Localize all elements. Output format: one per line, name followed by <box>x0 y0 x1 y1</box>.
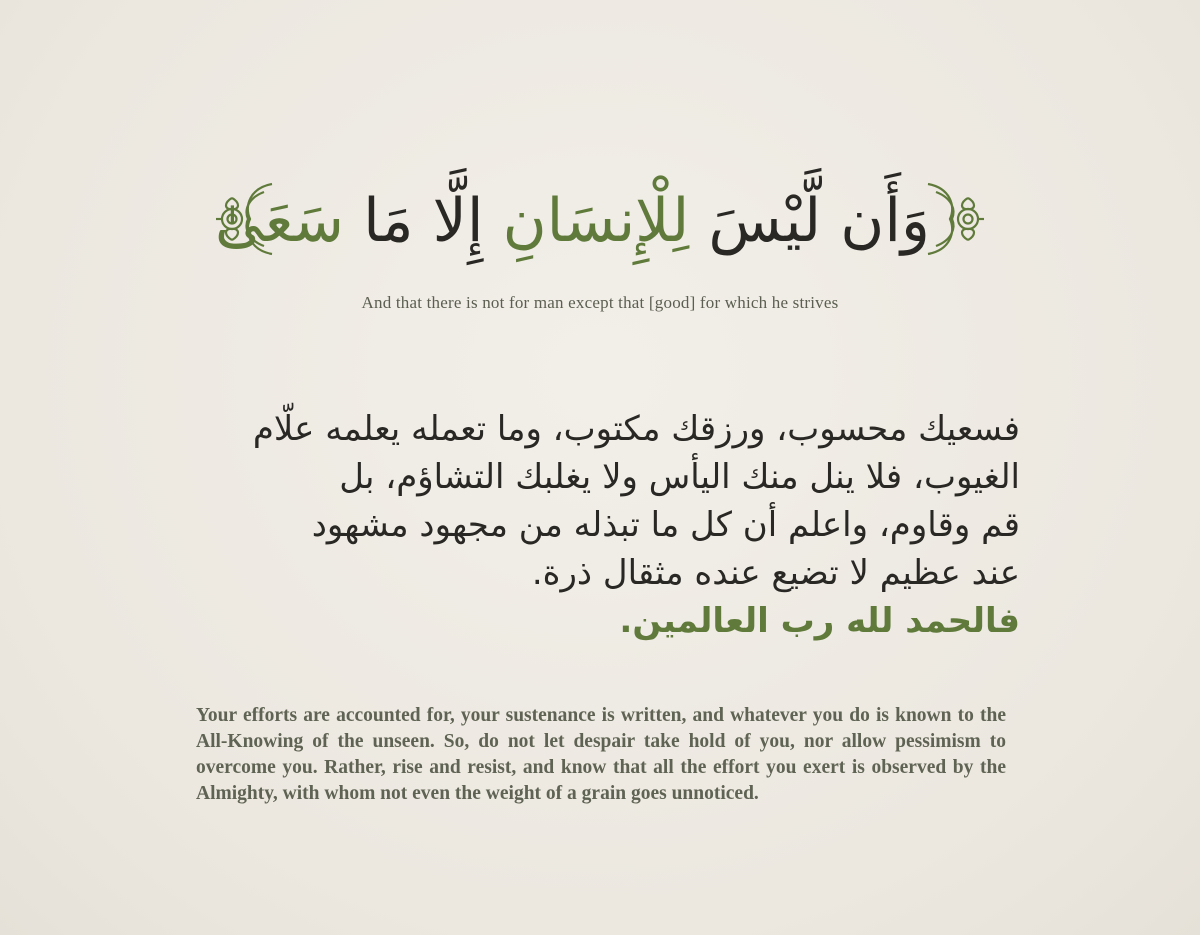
verse-translation: And that there is not for man except that [good] for which he strives <box>361 293 839 312</box>
quran-verse <box>214 168 930 278</box>
verse-part-3: إِلَّا مَا <box>363 186 484 256</box>
verse-header <box>200 168 1000 278</box>
arabic-line: قم وقاوم، واعلم أن كل ما تبذله من مجهود مشهود <box>311 505 1020 545</box>
verse-part-1: وَأَن لَّيْسَ <box>708 186 930 256</box>
arabic-line: فسعيك محسوب، ورزقك مكتوب، وما تعمله يعلمه علّام <box>252 409 1020 449</box>
verse-part-2: لِلْإِنسَانِ <box>502 186 690 256</box>
arabic-line: عند عظيم لا تضيع عنده مثقال ذرة. <box>531 553 1020 593</box>
english-paragraph: Your efforts are accounted for, your sustenance is written, and whatever you do is known to the All-Knowing of the unseen. So, do not let despair take hold of you, nor allow pessimism to overcome you. Rather, rise and resist, and know that all the effort you exert is observed by the Almighty, with whom not even the weight of a grain goes unnoticed. <box>196 705 1006 804</box>
ornament-bracket-right-icon <box>920 176 990 262</box>
verse-part-4: سَعَىٰ <box>214 186 345 256</box>
arabic-closing-line: فالحمد لله رب العالمين. <box>619 601 1020 641</box>
arabic-line: الغيوب، فلا ينل منك اليأس ولا يغلبك التشاؤم، بل <box>339 457 1020 497</box>
arabic-paragraph <box>180 405 1020 645</box>
